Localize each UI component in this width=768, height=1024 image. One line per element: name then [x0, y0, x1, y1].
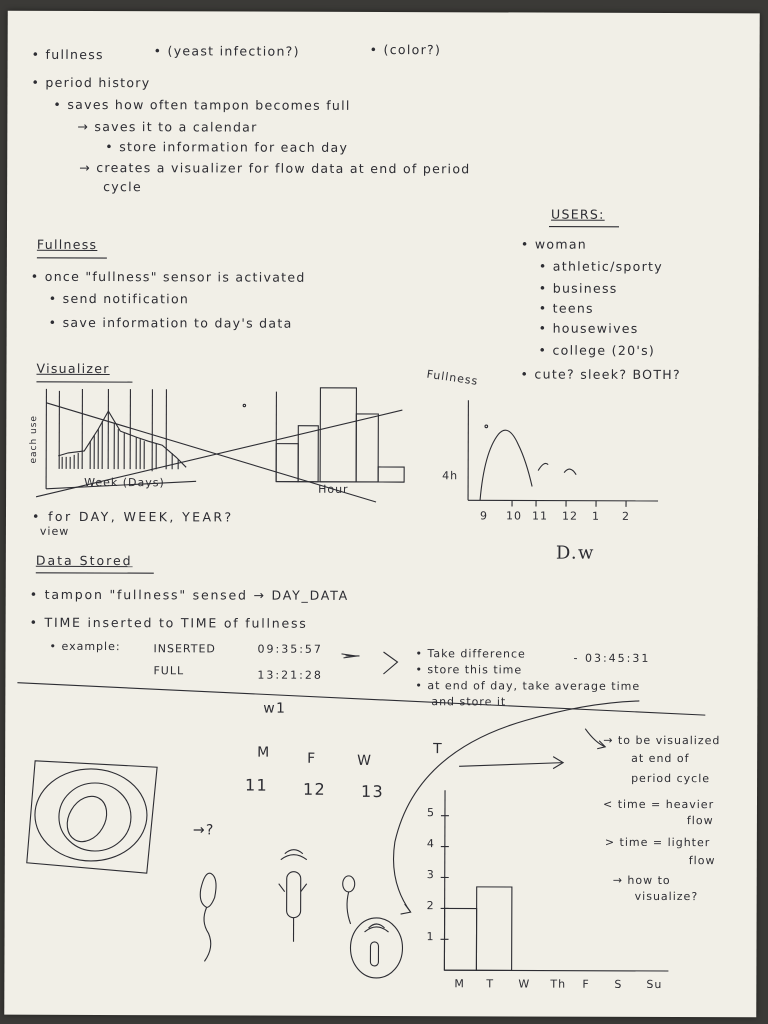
fullness-line1: • once "fullness" sensor is activated: [30, 268, 306, 285]
users-item: • athletic/sporty: [538, 258, 663, 274]
users-item: • housewives: [538, 320, 639, 336]
difference-value: - 03:45:31: [573, 651, 651, 665]
bar-chart-ytick: 1: [426, 930, 435, 944]
note-how-to: → how to: [612, 873, 671, 888]
visualizer-view-line: • for DAY, WEEK, YEAR?: [31, 508, 234, 525]
fullness-graph-xtick: 12: [561, 509, 579, 523]
day-number: 13: [360, 781, 385, 802]
note-end-of: at end of: [631, 751, 690, 766]
visualizer-xlabel-left: Week (Days): [84, 475, 165, 490]
inserted-time: 09:35:57: [257, 642, 323, 656]
note-period-cycle: period cycle: [631, 771, 711, 786]
note-yeast: • (yeast infection?): [153, 43, 300, 59]
note-visualize: visualize?: [634, 889, 699, 904]
note-color: • (color?): [369, 41, 442, 58]
fullness-graph-ylabel: Fullness: [425, 367, 480, 388]
bar-chart-xlabel: M: [454, 977, 465, 991]
bar-chart: [440, 790, 669, 971]
full-label: FULL: [153, 664, 185, 678]
arrow-question: →?: [192, 822, 215, 839]
day-label: W: [357, 752, 373, 769]
fullness-graph-sketch: [468, 400, 658, 507]
fullness-graph-ytick: 4h: [442, 469, 459, 483]
users-item: • teens: [538, 300, 594, 316]
bar-chart-xlabel: S: [614, 977, 623, 991]
week-label: w1: [263, 700, 287, 717]
fullness-graph-xtick: 1: [591, 509, 601, 523]
store-time: • store this time: [415, 663, 523, 677]
fullness-graph-xtick: 11: [531, 509, 549, 523]
dot-mark: [243, 404, 245, 406]
bar-chart-ytick: 4: [426, 837, 435, 851]
bar-chart-ytick: 2: [426, 899, 435, 913]
users-title: USERS:: [551, 206, 605, 222]
visualizer-title: Visualizer: [36, 360, 110, 377]
scribble-mark: [341, 654, 359, 658]
users-item: • business: [538, 280, 618, 296]
bar-chart-xlabel: Th: [550, 977, 567, 991]
note-more-flow: flow: [688, 854, 716, 868]
example-label: • example:: [49, 639, 121, 654]
note-visualized: → to be visualized: [603, 733, 721, 748]
inserted-label: INSERTED: [153, 642, 216, 656]
note-saves-often: • saves how often tampon becomes full: [53, 96, 351, 113]
tampon-box-sketch: [27, 761, 157, 873]
fullness-line2: • send notification: [48, 290, 190, 307]
data-stored-line2: • TIME inserted to TIME of fullness: [29, 614, 308, 631]
visualizer-xlabel-right: Hour: [318, 482, 349, 496]
fullness-line3: • save information to day's data: [48, 314, 293, 331]
long-arrow: [459, 762, 563, 766]
data-stored-title: Data Stored: [35, 552, 133, 569]
bar-chart-xlabel: W: [518, 977, 531, 991]
note-less-time: < time = heavier: [602, 797, 715, 812]
tampon-figures-sketch: [200, 849, 403, 978]
visualizer-view-word: view: [39, 524, 70, 538]
bar-chart-bar: [444, 908, 476, 970]
fullness-graph-xtick: 2: [621, 509, 631, 523]
users-item: • college (20's): [538, 342, 656, 358]
fullness-graph-xtick: 10: [505, 509, 523, 523]
day-label: M: [257, 744, 271, 761]
bar-chart-xlabel: T: [486, 977, 495, 991]
users-item: • cute? sleek? BOTH?: [520, 366, 681, 383]
week-bars-sketch: [36, 389, 402, 502]
fullness-title: Fullness: [36, 236, 98, 253]
note-fullness: • fullness: [31, 46, 104, 63]
note-period-history: • period history: [31, 74, 151, 91]
paper-sheet: [4, 11, 760, 1018]
take-difference: • Take difference: [415, 647, 526, 661]
full-time: 13:21:28: [257, 668, 323, 682]
data-stored-line1: • tampon "fullness" sensed → DAY_DATA: [29, 586, 350, 603]
note-cycle: cycle: [103, 179, 142, 195]
bar-chart-xlabel: F: [582, 977, 590, 991]
divider-line: [17, 683, 705, 715]
note-saves-calendar: → saves it to a calendar: [77, 118, 258, 135]
day-number: 11: [245, 775, 269, 795]
fullness-graph-xtick: 9: [479, 509, 489, 523]
brace-arrow: [383, 652, 397, 674]
bar-chart-bar: [476, 887, 511, 971]
day-number: 12: [303, 779, 327, 799]
visualizer-ylabel: each use: [28, 415, 40, 464]
note-store-info: • store information for each day: [105, 139, 349, 155]
fullness-graph-signature: D.w: [555, 542, 595, 564]
note-less-flow: flow: [686, 814, 714, 828]
and-store: and store it: [431, 695, 507, 709]
note-more-time: > time = lighter: [604, 835, 711, 850]
sketch-drawings: [4, 11, 760, 1018]
end-of-day: • at end of day, take average time: [415, 679, 641, 693]
bar-chart-ytick: 5: [426, 806, 435, 820]
note-creates-viz: → creates a visualizer for flow data at end of period: [79, 159, 471, 177]
day-label: F: [307, 750, 317, 767]
day-label: T: [433, 741, 444, 758]
bar-chart-ytick: 3: [426, 868, 435, 882]
bar-chart-xlabel: Su: [646, 977, 663, 991]
curve-arrow: [393, 700, 639, 913]
users-item: • woman: [520, 236, 588, 252]
